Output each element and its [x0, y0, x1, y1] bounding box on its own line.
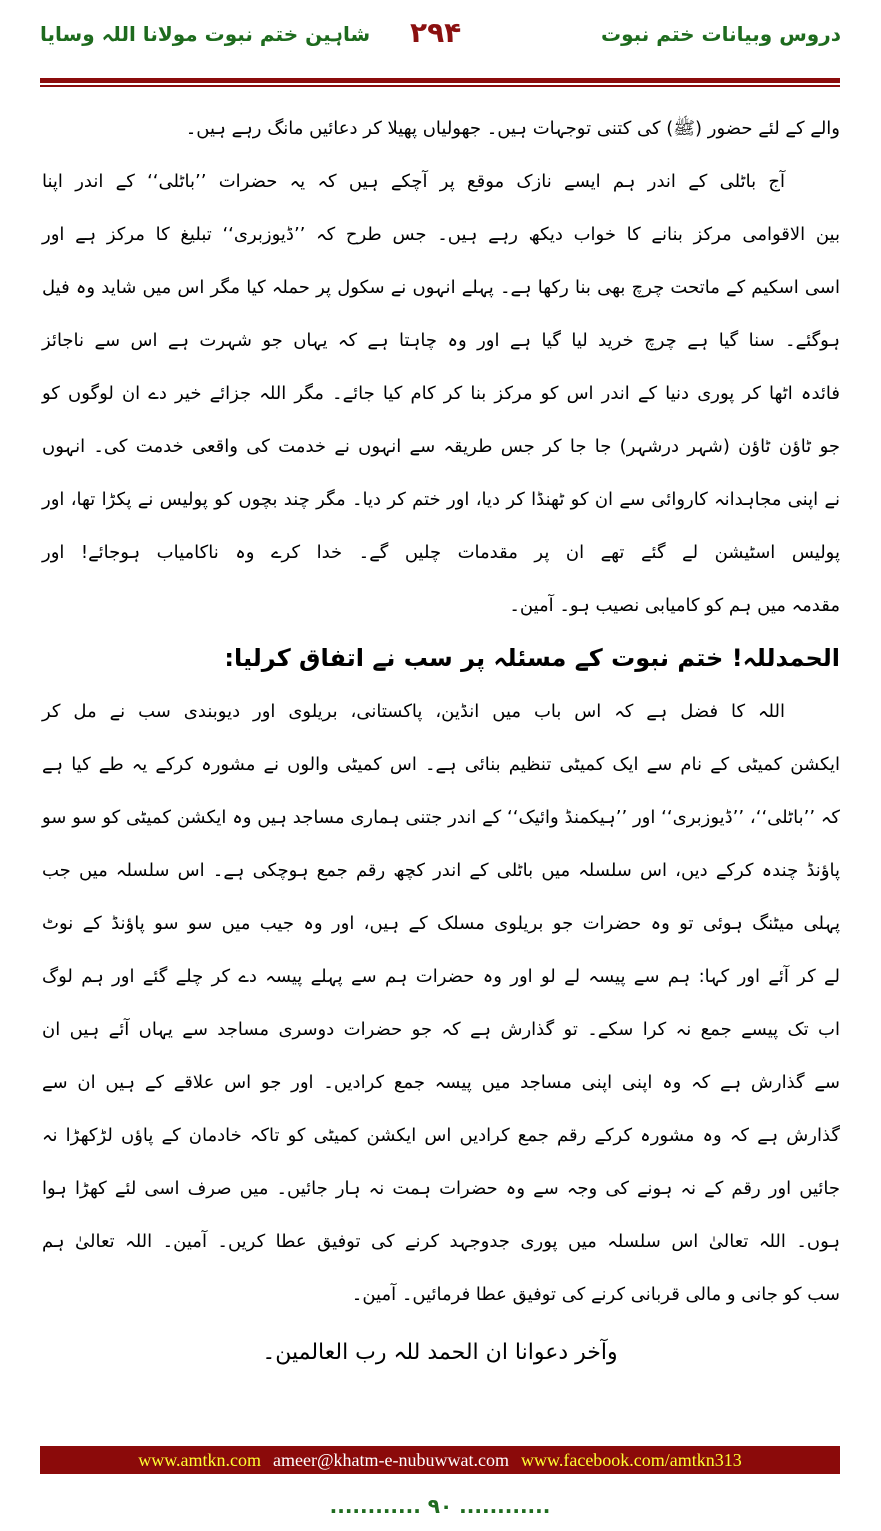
text-line: بین الاقوامی مرکز بنانے کا خواب دیکھ رہے ہیں۔ جس طرح کہ ’’ڈیوزبری‘‘ تبلیغ کا مرکز ہے اور — [42, 224, 840, 245]
text-line: جو ٹاؤن ٹاؤن (شہر درشہر) جا جا کر جس طریقہ سے انہوں نے خدمت کی واقعی خدمت کی۔ انہوں — [42, 436, 840, 457]
text-line: کہ ’’باٹلی‘‘، ’’ڈیوزبری‘‘ اور ’’ہیکمنڈ وائیک‘‘ کے اندر جتنی ہماری مساجد ہیں وہ ایکشن کمیٹی کو سو سو — [42, 807, 840, 828]
website-link[interactable]: www.amtkn.com — [138, 1449, 262, 1470]
text-line: جائیں اور رقم کے نہ ہونے کی وجہ سے وہ حضرات ہمت نہ ہار جائیں۔ میں صرف اسی لئے کھڑا ہوا — [42, 1178, 840, 1199]
header-divider-thin — [40, 85, 840, 87]
text-line: اب تک پیسے جمع نہ کرا سکے۔ تو گذارش ہے کہ جو حضرات دوسری مساجد سے یہاں آئے ہیں ان — [42, 1019, 840, 1040]
header-divider — [40, 78, 840, 83]
text-line: مقدمہ میں ہم کو کامیابی نصیب ہو۔ آمین۔ — [509, 595, 840, 616]
text-line: گذارش ہے کہ وہ مشورہ کرکے رقم جمع کرادیں اس ایکشن کمیٹی کو تاکہ خادمان کے پاؤں لڑکھڑا نہ — [42, 1125, 840, 1146]
dots-left: ............ — [329, 1494, 421, 1518]
text-line: نے اپنی مجاہدانہ کاروائی سے ان کو ٹھنڈا کر دیا، اور ختم کر دیا۔ مگر چند بچوں کو پولیس نے پکڑا تھا، اور — [42, 489, 840, 510]
text-line: پہلی میٹنگ ہوئی تو وہ حضرات جو بریلوی مسلک کے ہیں، اور وہ جیب میں سو سو پاؤنڈ کے نوٹ — [42, 913, 840, 934]
text-line: اللہ کا فضل ہے کہ اس باب میں انڈین، پاکستانی، بریلوی اور دیوبندی سب نے مل کر — [42, 701, 785, 722]
text-line: اسی اسکیم کے ماتحت چرچ بھی بنا رکھا ہے۔ پہلے انہوں نے سکول پر حملہ کیا مگر اس میں شاید وہ فیل — [42, 277, 840, 298]
dots-right: ............ — [459, 1494, 551, 1518]
closing-prayer: وآخر دعوانا ان الحمد للہ رب العالمین۔ — [262, 1340, 618, 1365]
text-line: پولیس اسٹیشن لے گئے تھے ان پر مقدمات چلیں گے۔ خدا کرے وہ ناکامیاب ہوجائے! اور — [42, 542, 840, 563]
text-line: پاؤنڈ چندہ کرکے دیں، اس سلسلہ میں باٹلی کے اندر کچھ رقم جمع ہوچکی ہے۔ اس سلسلہ میں جب — [42, 860, 840, 881]
book-title: دروس وبیانات ختم نبوت — [601, 22, 841, 46]
email-link[interactable]: ameer@khatm-e-nubuwwat.com — [273, 1449, 510, 1470]
page-number: ۹۰ — [427, 1494, 453, 1518]
text-line: لے کر آئے اور کہا: ہم سے پیسہ لے لو اور وہ حضرات ہم سے پہلے پیسہ دے کر چلے گئے اور ہم لوگ — [42, 966, 840, 987]
text-line: آج باٹلی کے اندر ہم ایسے نازک موقع پر آچکے ہیں کہ یہ حضرات ’’باٹلی‘‘ کے اندر اپنا — [42, 171, 785, 192]
facebook-link[interactable]: www.facebook.com/amtkn313 — [521, 1449, 742, 1470]
text-line: والے کے لئے حضور (ﷺ) کی کتنی توجہات ہیں۔ جھولیاں پھیلا کر دعائیں مانگ رہے ہیں۔ — [185, 118, 840, 139]
section-heading: الحمدللہ! ختم نبوت کے مسئلہ پر سب نے اتفاق کرلیا: — [224, 644, 840, 672]
header-page-number: ۲۹۴ — [410, 16, 462, 49]
text-line: ہوں۔ اللہ تعالیٰ اس سلسلہ میں پوری جدوجہد کرنے کی توفیق عطا کریں۔ آمین۔ اللہ تعالیٰ ہم — [42, 1231, 840, 1252]
page-number-footer — [40, 1494, 840, 1518]
footer-bar — [40, 1446, 840, 1474]
text-line: ایکشن کمیٹی کے نام سے ایک کمیٹی تنظیم بنائی ہے۔ اس کمیٹی والوں نے مشورہ کرکے یہ طے کیا ہے — [42, 754, 840, 775]
text-line: ہوگئے۔ سنا گیا ہے چرچ خرید لیا گیا ہے اور وہ چاہتا ہے کہ یہاں جو شہرت ہے اس سے ناجائز — [42, 330, 840, 351]
text-line: سب کو جانی و مالی قربانی کرنے کی توفیق عطا فرمائیں۔ آمین۔ — [351, 1284, 840, 1305]
author-title: شاہین ختم نبوت مولانا اللہ وسایا — [40, 22, 371, 46]
text-line: سے گذارش ہے کہ وہ اپنی اپنی مساجد میں پیسہ جمع کرادیں۔ اور جو اس علاقے کے ہیں ان سے — [42, 1072, 840, 1093]
page-body — [42, 102, 840, 1321]
text-line: فائدہ اٹھا کر پوری دنیا کے اندر اس کو مرکز بنا کر کام کیا جائے۔ مگر اللہ جزائے خیر دے ان لوگوں کو — [42, 383, 840, 404]
